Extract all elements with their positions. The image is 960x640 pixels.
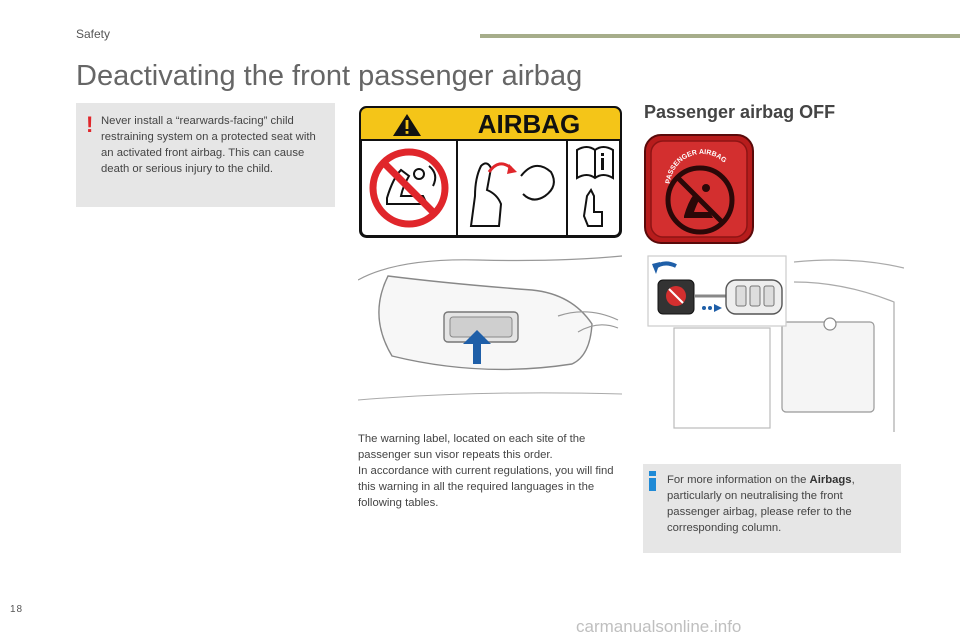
body-text bbox=[358, 431, 624, 511]
warning-icon: ! bbox=[86, 112, 94, 137]
warning-text: Never install a “rearwards-facing” child restraining system on a protected seat with an activated front airbag. This can cause death or serious injury to the child. bbox=[101, 115, 316, 175]
body-paragraph: The warning label, located on each site of the passenger sun visor repeats this order. bbox=[358, 433, 586, 461]
info-text-suffix: , particularly on neutralising the front passenger airbag, please refer to the corresponding column. bbox=[667, 474, 855, 534]
airbag-warning-label bbox=[359, 106, 622, 238]
page-number: 18 bbox=[10, 604, 24, 615]
key-switch-inset bbox=[648, 256, 786, 326]
info-keyword: Airbags bbox=[809, 474, 852, 486]
badge-text: PASSENGER AIRBAG bbox=[665, 148, 728, 185]
info-icon bbox=[648, 471, 657, 491]
info-text bbox=[667, 472, 895, 536]
info-box bbox=[643, 464, 901, 553]
sun-visor-illustration bbox=[358, 250, 622, 412]
section-heading: Passenger airbag OFF bbox=[644, 102, 836, 122]
body-paragraph: In accordance with current regulations, you will find this warning in all the required languages in the following tables. bbox=[358, 465, 614, 509]
passenger-airbag-off-badge bbox=[644, 134, 754, 246]
prohibited-child-seat-icon bbox=[373, 152, 445, 224]
header-accent-bar bbox=[480, 34, 960, 38]
watermark: carmanualsonline.info bbox=[576, 617, 742, 636]
airbag-label-title: AIRBAG bbox=[477, 109, 581, 139]
section-label: Safety bbox=[76, 27, 111, 41]
warning-box bbox=[76, 103, 335, 207]
info-text-prefix: For more information on the bbox=[667, 474, 810, 486]
airbag-key-switch-illustration bbox=[644, 252, 904, 436]
page-title: Deactivating the front passenger airbag bbox=[76, 60, 583, 92]
